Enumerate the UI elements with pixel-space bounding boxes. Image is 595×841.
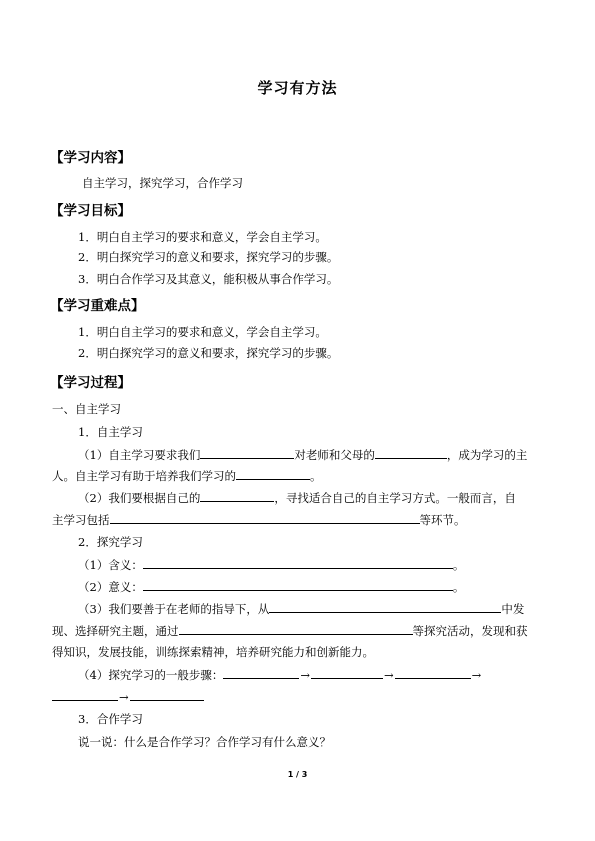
q2-text-a: （2）我们要根据自己的 [78, 491, 201, 505]
heading-learning-goals: 【学习目标】 [50, 203, 131, 219]
q1-text-e: 。 [310, 469, 322, 483]
fill-blank[interactable] [223, 666, 299, 679]
page-number: 1 / 3 [287, 770, 308, 779]
q4-text-b: 。 [452, 580, 465, 594]
fill-blank[interactable] [311, 666, 383, 679]
goal-item-3: 3．明白合作学习及其意义，能积极从事合作学习。 [78, 272, 339, 286]
goal-item-1: 1．明白自主学习的要求和意义，学会自主学习。 [78, 230, 327, 244]
question-1-line2 [52, 467, 322, 484]
q6-text-a: （4）探究学习的一般步骤： [78, 668, 224, 682]
q3-text-a: （1）含义： [78, 558, 143, 572]
key-point-item-1: 1．明白自主学习的要求和意义，学会自主学习。 [78, 325, 327, 339]
q2-text-c: 主学习包括 [52, 513, 110, 527]
fill-blank[interactable] [236, 467, 310, 480]
discussion-prompt: 说一说：什么是合作学习？合作学习有什么意义？ [78, 735, 331, 749]
fill-blank[interactable] [269, 600, 501, 613]
question-2-line1 [78, 489, 516, 506]
q5-text-d: 等探究活动，发现和获 [412, 624, 528, 638]
fill-blank[interactable] [143, 578, 453, 591]
part1-title: 一、自主学习 [52, 402, 121, 416]
question-1-line1 [78, 446, 527, 463]
question-3-line [78, 556, 464, 573]
fill-blank[interactable] [395, 666, 471, 679]
fill-blank[interactable] [200, 489, 274, 502]
fill-blank[interactable] [375, 446, 447, 459]
q2-text-d: 等环节。 [419, 513, 466, 527]
goal-item-2: 2．明白探究学习的意义和要求，探究学习的步骤。 [78, 250, 339, 264]
fill-blank[interactable] [179, 622, 413, 635]
heading-key-points: 【学习重难点】 [50, 298, 145, 314]
q5-text-a: （3）我们要善于在老师的指导下，从 [78, 602, 270, 616]
arrow-icon: → [300, 668, 310, 682]
fill-blank[interactable] [130, 688, 204, 701]
q1-text-a: （1）自主学习要求我们 [78, 448, 201, 462]
q5-text-b: 中发 [501, 602, 525, 616]
fill-blank[interactable] [200, 446, 294, 459]
q1-text-d: 人。自主学习有助于培养我们学习的 [52, 469, 236, 483]
question-6-line2 [52, 688, 204, 705]
arrow-icon: → [471, 668, 482, 682]
q5-text-c: 现、选择研究主题，通过 [52, 624, 179, 638]
question-5-line2 [52, 622, 528, 639]
question-4-line [78, 578, 464, 595]
key-point-item-2: 2．明白探究学习的意义和要求，探究学习的步骤。 [78, 346, 339, 360]
sub1-title: 1．自主学习 [78, 425, 143, 439]
sub2-title: 2．探究学习 [78, 535, 143, 549]
content-text: 自主学习，探究学习，合作学习 [82, 176, 243, 190]
q3-text-b: 。 [452, 558, 465, 572]
fill-blank[interactable] [52, 688, 118, 701]
question-5-line3: 得知识，发展技能，训练探索精神，培养研究能力和创新能力。 [52, 645, 374, 659]
heading-learning-content: 【学习内容】 [50, 150, 131, 166]
page-title: 学习有方法 [257, 79, 338, 97]
arrow-icon: → [119, 690, 129, 704]
sub3-title: 3．合作学习 [78, 712, 143, 726]
q1-text-c: ，成为学习的主 [446, 448, 528, 462]
question-6-line1 [78, 666, 482, 683]
fill-blank[interactable] [143, 556, 453, 569]
question-2-line2 [52, 511, 466, 528]
q4-text-a: （2）意义： [78, 580, 143, 594]
q2-text-b: ，寻找适合自己的自主学习方式。一般而言，自 [274, 491, 516, 505]
arrow-icon: → [383, 668, 394, 682]
heading-learning-process: 【学习过程】 [50, 375, 131, 391]
question-5-line1 [78, 600, 524, 617]
q1-text-b: 对老师和父母的 [294, 448, 375, 462]
fill-blank[interactable] [110, 511, 420, 524]
